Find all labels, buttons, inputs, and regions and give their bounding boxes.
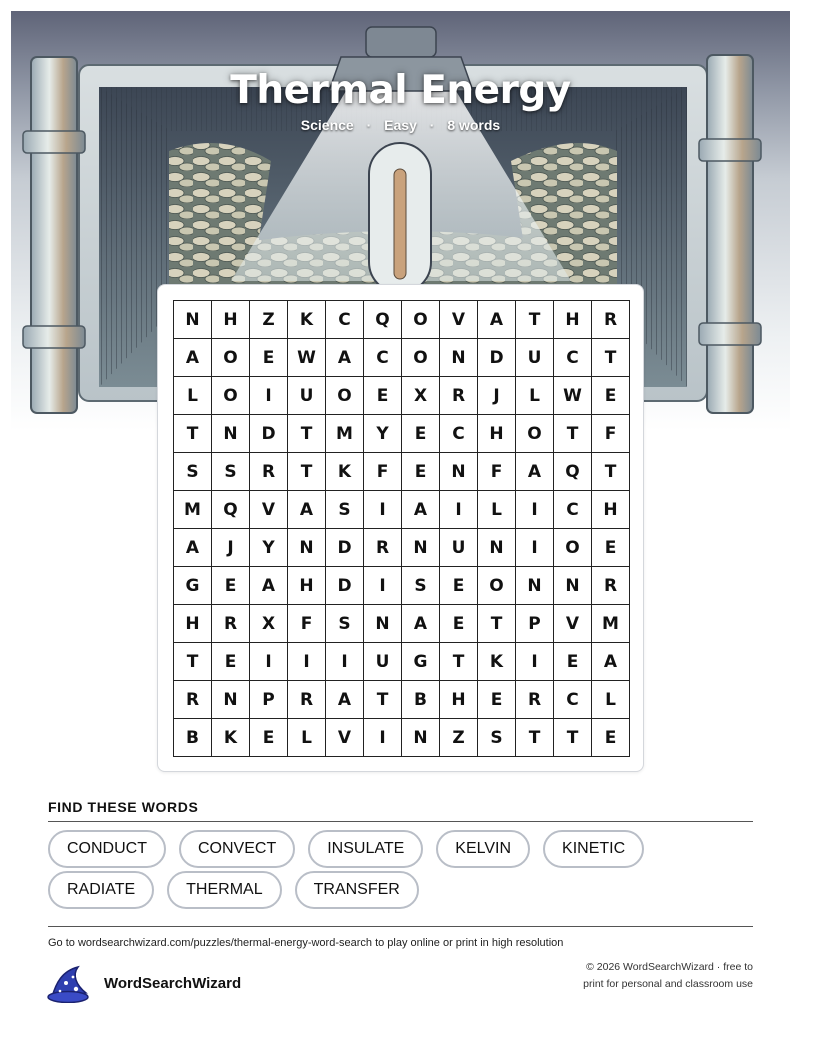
grid-cell[interactable]: J — [478, 377, 516, 415]
word-list-heading: FIND THESE WORDS — [48, 799, 753, 822]
grid-cell[interactable]: R — [592, 301, 630, 339]
grid-cell[interactable]: V — [326, 719, 364, 757]
grid-cell[interactable]: F — [364, 453, 402, 491]
grid-cell[interactable]: M — [592, 605, 630, 643]
grid-cell[interactable]: T — [592, 453, 630, 491]
grid-cell[interactable]: I — [516, 529, 554, 567]
grid-cell[interactable]: E — [440, 605, 478, 643]
grid-cell[interactable]: H — [554, 301, 592, 339]
grid-cell[interactable]: G — [402, 643, 440, 681]
grid-cell[interactable]: Y — [364, 415, 402, 453]
grid-cell[interactable]: H — [174, 605, 212, 643]
grid-cell[interactable]: Q — [554, 453, 592, 491]
grid-cell[interactable]: R — [440, 377, 478, 415]
grid-cell[interactable]: O — [554, 529, 592, 567]
grid-cell[interactable]: S — [402, 567, 440, 605]
grid-cell[interactable]: C — [440, 415, 478, 453]
grid-cell[interactable]: N — [440, 453, 478, 491]
grid-cell[interactable]: H — [212, 301, 250, 339]
grid-cell[interactable]: N — [288, 529, 326, 567]
grid-cell[interactable]: N — [554, 567, 592, 605]
grid-cell[interactable]: J — [212, 529, 250, 567]
grid-cell[interactable]: K — [478, 643, 516, 681]
grid-cell[interactable]: L — [516, 377, 554, 415]
grid-cell[interactable]: I — [516, 643, 554, 681]
grid-cell[interactable]: A — [402, 491, 440, 529]
grid-cell[interactable]: D — [326, 529, 364, 567]
copyright-text: © 2026 WordSearchWizard · free to print for personal and classroom use — [583, 961, 753, 990]
grid-cell[interactable]: T — [554, 415, 592, 453]
grid-cell[interactable]: A — [326, 681, 364, 719]
grid-cell[interactable]: I — [250, 377, 288, 415]
grid-cell[interactable]: N — [212, 681, 250, 719]
grid-cell[interactable]: A — [478, 301, 516, 339]
grid-cell[interactable]: T — [554, 719, 592, 757]
grid-cell[interactable]: K — [288, 301, 326, 339]
grid-cell[interactable]: M — [174, 491, 212, 529]
word-pill: KINETIC — [543, 830, 644, 868]
word-pill: THERMAL — [167, 871, 281, 909]
grid-cell[interactable]: Y — [250, 529, 288, 567]
word-pill: INSULATE — [308, 830, 423, 868]
grid-cell[interactable]: Q — [364, 301, 402, 339]
grid-cell[interactable]: C — [364, 339, 402, 377]
grid-cell[interactable]: F — [592, 415, 630, 453]
grid-cell[interactable]: E — [592, 377, 630, 415]
grid-cell[interactable]: T — [592, 339, 630, 377]
grid-cell[interactable]: U — [440, 529, 478, 567]
grid-cell[interactable]: N — [402, 529, 440, 567]
grid-cell[interactable]: T — [174, 643, 212, 681]
grid-cell[interactable]: W — [288, 339, 326, 377]
grid-cell[interactable]: L — [288, 719, 326, 757]
grid-cell[interactable]: N — [402, 719, 440, 757]
grid-cell[interactable]: T — [174, 415, 212, 453]
grid-cell[interactable]: E — [592, 529, 630, 567]
grid-cell[interactable]: A — [326, 339, 364, 377]
puzzle-category: Science — [300, 117, 354, 133]
grid-cell[interactable]: S — [326, 605, 364, 643]
grid-cell[interactable]: O — [402, 339, 440, 377]
grid-cell[interactable]: T — [516, 301, 554, 339]
grid-cell[interactable]: O — [516, 415, 554, 453]
letter-grid[interactable] — [173, 300, 630, 757]
grid-cell[interactable]: M — [326, 415, 364, 453]
grid-cell[interactable]: H — [440, 681, 478, 719]
grid-cell[interactable]: O — [326, 377, 364, 415]
grid-cell[interactable]: I — [288, 643, 326, 681]
grid-cell[interactable]: E — [364, 377, 402, 415]
grid-cell[interactable]: A — [516, 453, 554, 491]
grid-cell[interactable]: D — [250, 415, 288, 453]
grid-cell[interactable]: R — [212, 605, 250, 643]
grid-cell[interactable]: P — [516, 605, 554, 643]
grid-cell[interactable]: H — [592, 491, 630, 529]
grid-cell[interactable]: W — [554, 377, 592, 415]
puzzle-word-count: 8 words — [447, 117, 501, 133]
grid-cell[interactable]: G — [174, 567, 212, 605]
grid-cell[interactable]: O — [402, 301, 440, 339]
grid-cell[interactable]: A — [402, 605, 440, 643]
grid-cell[interactable]: L — [592, 681, 630, 719]
grid-cell[interactable]: E — [250, 719, 288, 757]
title-block — [11, 68, 790, 133]
grid-cell[interactable]: P — [250, 681, 288, 719]
grid-cell[interactable]: T — [288, 453, 326, 491]
grid-cell[interactable]: S — [174, 453, 212, 491]
grid-cell[interactable]: E — [478, 681, 516, 719]
grid-cell[interactable]: A — [174, 339, 212, 377]
grid-cell[interactable]: E — [212, 567, 250, 605]
grid-cell[interactable]: F — [478, 453, 516, 491]
puzzle-title: Thermal Energy — [230, 68, 571, 113]
grid-cell[interactable]: N — [364, 605, 402, 643]
wizard-hat-icon — [46, 963, 92, 1003]
grid-cell[interactable]: C — [326, 301, 364, 339]
grid-cell[interactable]: N — [478, 529, 516, 567]
grid-cell[interactable]: I — [440, 491, 478, 529]
grid-cell[interactable]: E — [440, 567, 478, 605]
grid-cell[interactable]: R — [250, 453, 288, 491]
grid-cell[interactable]: N — [440, 339, 478, 377]
grid-cell[interactable]: X — [402, 377, 440, 415]
grid-cell[interactable]: K — [212, 719, 250, 757]
grid-cell[interactable]: L — [478, 491, 516, 529]
grid-cell[interactable]: B — [174, 719, 212, 757]
grid-cell[interactable]: V — [554, 605, 592, 643]
grid-cell[interactable]: A — [174, 529, 212, 567]
grid-cell[interactable]: F — [288, 605, 326, 643]
grid-cell[interactable]: I — [364, 719, 402, 757]
grid-cell[interactable]: I — [364, 567, 402, 605]
grid-cell[interactable]: U — [288, 377, 326, 415]
grid-cell[interactable]: A — [250, 567, 288, 605]
grid-cell[interactable]: S — [212, 453, 250, 491]
grid-cell[interactable]: R — [364, 529, 402, 567]
grid-cell[interactable]: E — [554, 643, 592, 681]
grid-cell[interactable]: E — [592, 719, 630, 757]
grid-cell[interactable]: V — [440, 301, 478, 339]
word-pill: RADIATE — [48, 871, 154, 909]
grid-cell[interactable]: C — [554, 681, 592, 719]
grid-cell[interactable]: T — [516, 719, 554, 757]
grid-cell[interactable]: Q — [212, 491, 250, 529]
grid-cell[interactable]: T — [288, 415, 326, 453]
grid-cell[interactable]: D — [478, 339, 516, 377]
grid-cell[interactable]: E — [402, 415, 440, 453]
grid-cell[interactable]: B — [402, 681, 440, 719]
grid-cell[interactable]: X — [250, 605, 288, 643]
grid-cell[interactable]: C — [554, 491, 592, 529]
grid-cell[interactable]: U — [516, 339, 554, 377]
grid-cell[interactable]: H — [288, 567, 326, 605]
grid-cell[interactable]: A — [592, 643, 630, 681]
grid-cell[interactable]: I — [250, 643, 288, 681]
grid-cell[interactable]: A — [288, 491, 326, 529]
puzzle-meta — [11, 117, 790, 133]
footer-divider — [48, 926, 753, 927]
grid-cell[interactable]: K — [326, 453, 364, 491]
brand[interactable] — [46, 963, 241, 1003]
grid-cell[interactable]: I — [326, 643, 364, 681]
grid-cell[interactable]: R — [592, 567, 630, 605]
word-pill: TRANSFER — [295, 871, 419, 909]
word-pill: KELVIN — [436, 830, 530, 868]
word-pill: CONDUCT — [48, 830, 166, 868]
grid-cell[interactable]: U — [364, 643, 402, 681]
grid-cell[interactable]: N — [516, 567, 554, 605]
grid-cell[interactable]: N — [174, 301, 212, 339]
grid-cell[interactable]: I — [516, 491, 554, 529]
puzzle-difficulty: Easy — [384, 117, 417, 133]
grid-cell[interactable]: S — [478, 719, 516, 757]
grid-cell[interactable]: T — [364, 681, 402, 719]
grid-cell[interactable]: R — [516, 681, 554, 719]
brand-name: WordSearchWizard — [104, 974, 242, 992]
grid-cell[interactable]: S — [326, 491, 364, 529]
grid-cell[interactable]: O — [478, 567, 516, 605]
word-pill: CONVECT — [179, 830, 295, 868]
grid-cell[interactable]: R — [288, 681, 326, 719]
grid-cell[interactable]: E — [250, 339, 288, 377]
grid-cell[interactable]: T — [440, 643, 478, 681]
grid-cell[interactable]: O — [212, 339, 250, 377]
grid-cell[interactable]: R — [174, 681, 212, 719]
grid-cell[interactable]: T — [478, 605, 516, 643]
grid-cell[interactable]: V — [250, 491, 288, 529]
grid-cell[interactable]: C — [554, 339, 592, 377]
play-online-text[interactable]: Go to wordsearchwizard.com/puzzles/thermal-energy-word-search to play online or print in high resolution — [48, 937, 564, 949]
grid-cell[interactable]: I — [364, 491, 402, 529]
meta-separator: · — [366, 117, 372, 133]
word-list — [48, 830, 758, 912]
puzzle-grid-card — [157, 284, 644, 772]
meta-separator: · — [429, 117, 435, 133]
grid-cell[interactable]: E — [402, 453, 440, 491]
grid-cell[interactable]: O — [212, 377, 250, 415]
grid-cell[interactable]: N — [212, 415, 250, 453]
grid-cell[interactable]: L — [174, 377, 212, 415]
grid-cell[interactable]: H — [478, 415, 516, 453]
grid-cell[interactable]: E — [212, 643, 250, 681]
grid-cell[interactable]: D — [326, 567, 364, 605]
grid-cell[interactable]: Z — [250, 301, 288, 339]
grid-cell[interactable]: Z — [440, 719, 478, 757]
